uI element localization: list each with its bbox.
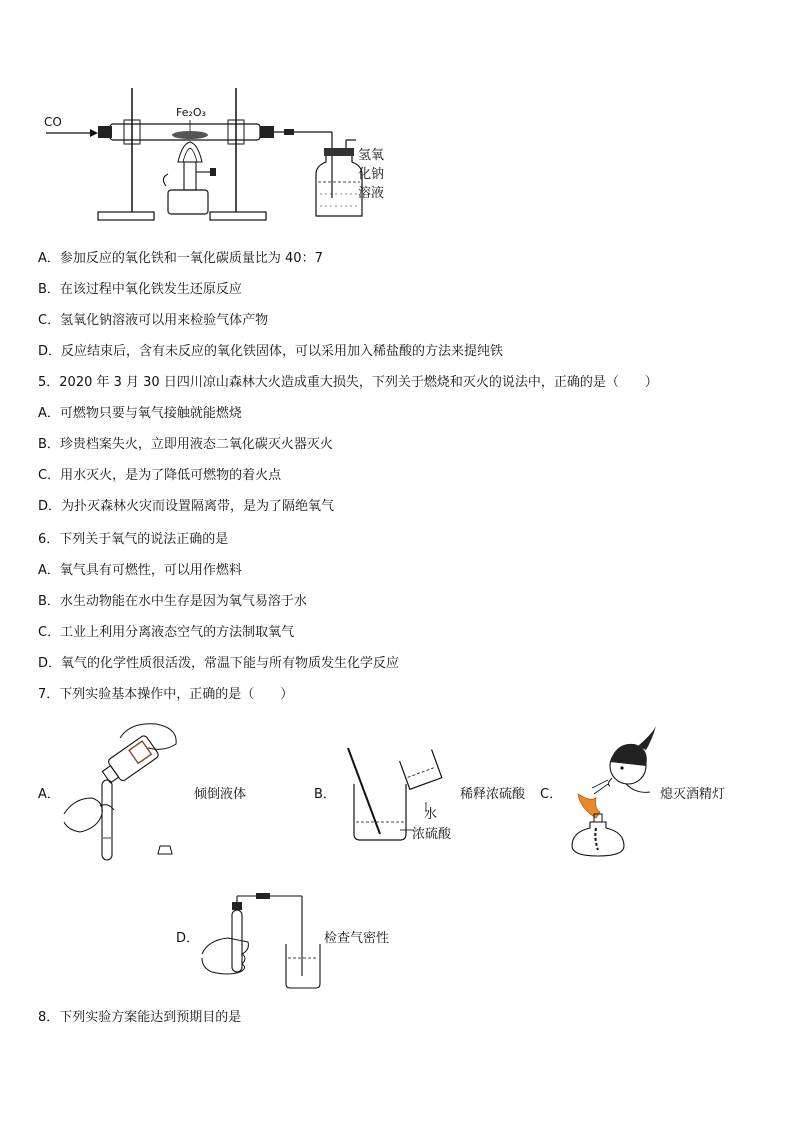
extinguish-lamp-drawing [566, 722, 662, 862]
q7-stem: 7．下列实验基本操作中，正确的是（ ） [38, 687, 294, 702]
q7-option-a-caption: 倾倒液体 [194, 787, 247, 802]
q6-option-a: A．氧气具有可燃性，可以用作燃料 [38, 563, 242, 578]
q4-option-c: C．氢氧化钠溶液可以用来检验气体产物 [38, 313, 269, 328]
q4-option-b: B．在该过程中氧化铁发生还原反应 [38, 282, 242, 297]
q5-stem: 5．2020 年 3 月 30 日四川凉山森林大火造成重大损失，下列关于燃烧和灭火的说法中，正确的是（ ） [38, 375, 658, 390]
co-reduction-apparatus-figure [40, 82, 400, 232]
q6-option-d: D．氧气的化学性质很活泼，常温下能与所有物质发生化学反应 [38, 656, 400, 671]
pouring-liquid-figure [60, 718, 190, 868]
airtightness-check-drawing [198, 892, 328, 992]
q4-option-a: A．参加反应的氧化铁和一氧化碳质量比为 40：7 [38, 251, 323, 266]
q7-option-c-letter: C． [540, 787, 563, 802]
q7-option-d-caption: 检查气密性 [324, 931, 390, 946]
q7-option-b-letter: B． [314, 787, 336, 802]
airtightness-check-figure [198, 892, 328, 992]
q5-option-a: A．可燃物只要与氧气接触就能燃烧 [38, 406, 242, 421]
q6-option-b: B．水生动物能在水中生存是因为氧气易溶于水 [38, 594, 307, 609]
q7-option-b-caption: 稀释浓硫酸 [460, 787, 526, 802]
bottle-label-line-1: 氢氧 [358, 148, 385, 163]
q5-option-c: C．用水灭火，是为了降低可燃物的着火点 [38, 468, 282, 483]
naoh-bottle-label [358, 146, 384, 203]
q8-stem: 8．下列实验方案能达到预期目的是 [38, 1010, 242, 1025]
q5-option-b: B．珍贵档案失火，立即用液态二氧化碳灭火器灭火 [38, 437, 333, 452]
extinguish-lamp-figure [566, 722, 662, 862]
co-label: CO [44, 115, 62, 129]
bottle-label-line-3: 溶液 [358, 186, 385, 201]
q6-stem: 6．下列关于氧气的说法正确的是 [38, 532, 229, 547]
q7-option-b-acid-label: 浓硫酸 [412, 827, 452, 842]
q7-option-b-water-label: 水 [424, 807, 438, 822]
q7-option-a-letter: A． [38, 787, 60, 802]
pouring-liquid-drawing [60, 718, 190, 868]
q7-option-c-caption: 熄灭酒精灯 [660, 787, 726, 802]
q5-option-d: D．为扑灭森林火灾而设置隔离带，是为了隔绝氧气 [38, 499, 335, 514]
q6-option-c: C．工业上利用分离液态空气的方法制取氧气 [38, 625, 295, 640]
q7-option-d-letter: D． [176, 931, 200, 946]
bottle-label-line-2: 化钠 [358, 167, 385, 182]
fe2o3-label: Fe₂O₃ [176, 106, 206, 119]
q4-option-d: D．反应结束后，含有未反应的氧化铁固体，可以采用加入稀盐酸的方法来提纯铁 [38, 344, 504, 359]
apparatus-drawing [40, 82, 400, 232]
